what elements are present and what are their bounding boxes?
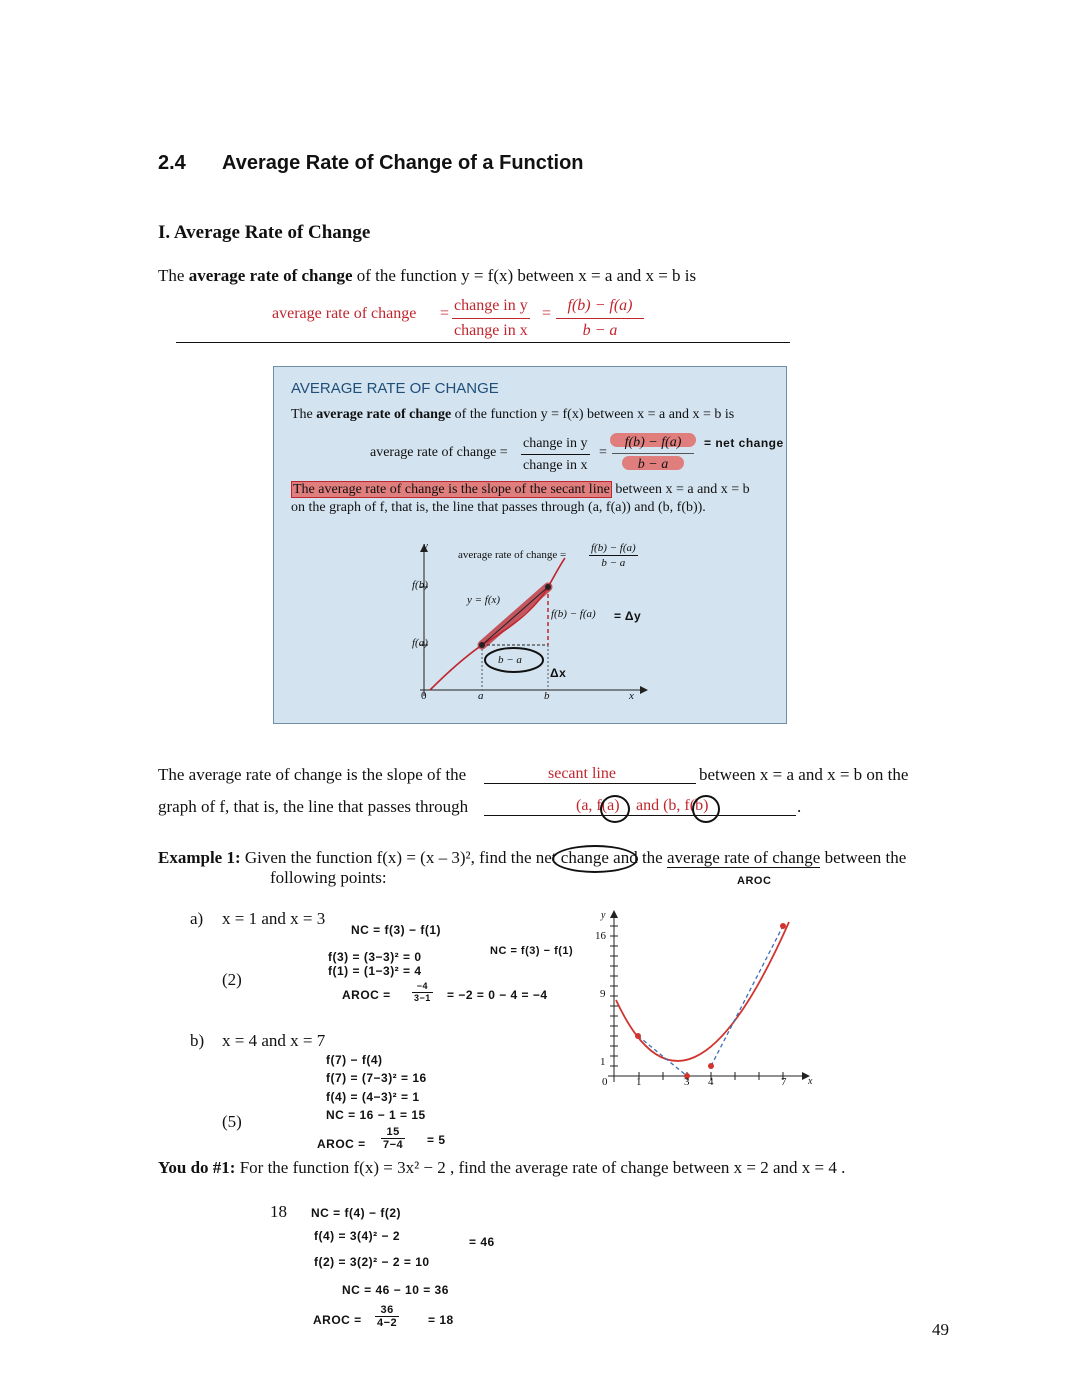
example1-text: Example 1: Given the function f(x) = (x – 3)², find the net change and the average rate of change between the [158,848,907,867]
box-graph-aroc-frac: $\frac{f(b) - f(a)}{b - a}$ [591,542,636,569]
part-b-work-aroc: AROC = [317,1137,366,1151]
blank-1 [484,783,696,784]
part-a-work-f3: f(3) = (3−3)² = 0 [328,950,422,964]
intro-definition: The average rate of change of the function y = f(x) between x = a and x = b is [158,266,697,285]
formula-eq2: = [542,305,552,322]
box-formula-label: average rate of change = [370,445,508,460]
fill-period: . [797,797,802,816]
part-b-text: x = 4 and x = 7 [222,1031,326,1050]
box-graph-a: a [478,690,484,702]
box-graph-y-label: y [423,540,428,552]
you-do-aroc-frac: $\frac{36}{4-2}$ [377,1304,398,1329]
part-a-label: a) [190,909,204,928]
box-graph-zero: 0 [421,690,427,702]
part-a-answer: (2) [222,970,242,989]
you-do-work-f4: f(4) = 3(4)² − 2 [314,1229,401,1243]
you-do-answer: 18 [270,1202,287,1221]
part-a-side-note: NC = f(3) − f(1) [490,945,574,957]
secant-graph [400,540,700,712]
box-graph-aroc-label: average rate of change = [458,549,567,561]
part-b-work-nc: f(7) − f(4) [326,1053,383,1067]
example1-line2: following points: [270,868,387,887]
part-b-work-f4: f(4) = (4−3)² = 1 [326,1090,420,1104]
aroc-note: AROC [737,875,772,887]
formula-fraction-f: $\frac{f(b) - f(a)}{b - a}$ [556,294,644,343]
graph2-tick-16: 16 [595,930,606,942]
box-line3: on the graph of f, that is, the line that passes through (a, f(a)) and (b, f(b)). [291,500,706,515]
box-eq: = [599,445,607,460]
box-secant-line: The average rate of change is the slope of the secant line between x = a and x = b [293,482,750,497]
you-do-work-f2: f(2) = 3(2)² − 2 = 10 [314,1255,430,1269]
part-b-work-nc-value: NC = 16 − 1 = 15 [326,1108,426,1122]
secant-b [711,926,783,1066]
net-change-note: = net change [704,436,784,450]
box-graph-x-label: x [629,690,634,702]
circle-fa [600,795,630,823]
fill-line2-pre: graph of f, that is, the line that passes through [158,797,469,816]
graph2-tick-1: 1 [600,1056,606,1068]
part-b-answer: (5) [222,1112,242,1131]
circle-fb [692,795,720,823]
section-number: 2.4 [158,152,186,174]
box-graph-b: b [544,690,550,702]
box-graph-fa: f(a) [412,637,428,649]
divider [176,342,790,343]
page-number: 49 [932,1320,949,1339]
part-a-aroc-frac: $\frac{-4}{3-1}$ [414,981,431,1003]
heading-average-rate: I. Average Rate of Change [158,222,371,243]
formula-fraction-change: change in y change in x [452,294,530,343]
dx-note: Δx [550,666,567,680]
formula-eq: = [440,305,450,322]
box-title: AVERAGE RATE OF CHANGE [291,380,499,397]
graph2-xtick-1: 1 [636,1076,642,1088]
part-a-work-aroc: AROC = [342,988,391,1002]
graph2-xtick-3: 3 [684,1076,690,1088]
graph2-xtick-4: 4 [708,1076,714,1088]
you-do-work-f4-value: = 46 [469,1235,495,1249]
parabola-curve [616,922,789,1061]
part-a-work-f1: f(1) = (1−3)² = 4 [328,964,422,978]
part-b-work-f7: f(7) = (7−3)² = 16 [326,1071,427,1085]
graph2-xtick-7: 7 [781,1076,787,1088]
circle-net-change [552,845,638,873]
part-b-aroc-frac: $\frac{15}{7-4}$ [383,1126,404,1151]
box-line1: The average rate of change of the function y = f(x) between x = a and x = b is [291,407,735,422]
box-graph-fb: f(b) [412,579,428,591]
blank-2 [484,815,796,816]
parabola-graph [590,908,820,1094]
you-do-work-aroc: AROC = [313,1313,362,1327]
blank-1-answer: secant line [548,765,616,782]
you-do-text: You do #1: For the function f(x) = 3x² − 2 , find the average rate of change between x = 2 and x = 4 . [158,1158,846,1177]
secant-a [638,1036,687,1076]
you-do-work-nc-value: NC = 46 − 10 = 36 [342,1283,449,1297]
box-fraction-f: $\frac{f(b) - f(a)}{b - a}$ [612,432,694,475]
part-a-work-nc: NC = f(3) − f(1) [351,923,442,937]
part-b-work-result: = 5 [427,1133,446,1147]
formula-label: average rate of change [272,305,417,322]
part-b-label: b) [190,1031,205,1050]
dy-note: = Δy [614,609,642,623]
fill-line1-post: between x = a and x = b on the [699,765,909,784]
you-do-work-result: = 18 [428,1313,454,1327]
fill-line1-pre: The average rate of change is the slope of the [158,765,467,784]
part-a-work-result: = −2 = 0 − 4 = −4 [447,988,548,1002]
box-graph-run-label: b − a [498,654,522,666]
box-graph-rise-label: f(b) − f(a) [551,608,596,620]
blank-2-answer-a: (a, f(a) [576,797,620,814]
graph2-tick-0: 0 [602,1076,608,1088]
box-fraction-change: change in y change in x [521,433,590,476]
graph2-x-label: x [808,1076,813,1087]
box-graph-func-label: y = f(x) [467,594,501,606]
part-a-text: x = 1 and x = 3 [222,909,326,928]
graph2-tick-9: 9 [600,988,606,1000]
you-do-work-nc: NC = f(4) − f(2) [311,1206,402,1220]
graph2-y-label: y [601,910,606,921]
blank-2-answer-b: and (b, f(b) [636,797,709,814]
section-title: Average Rate of Change of a Function [222,152,584,174]
